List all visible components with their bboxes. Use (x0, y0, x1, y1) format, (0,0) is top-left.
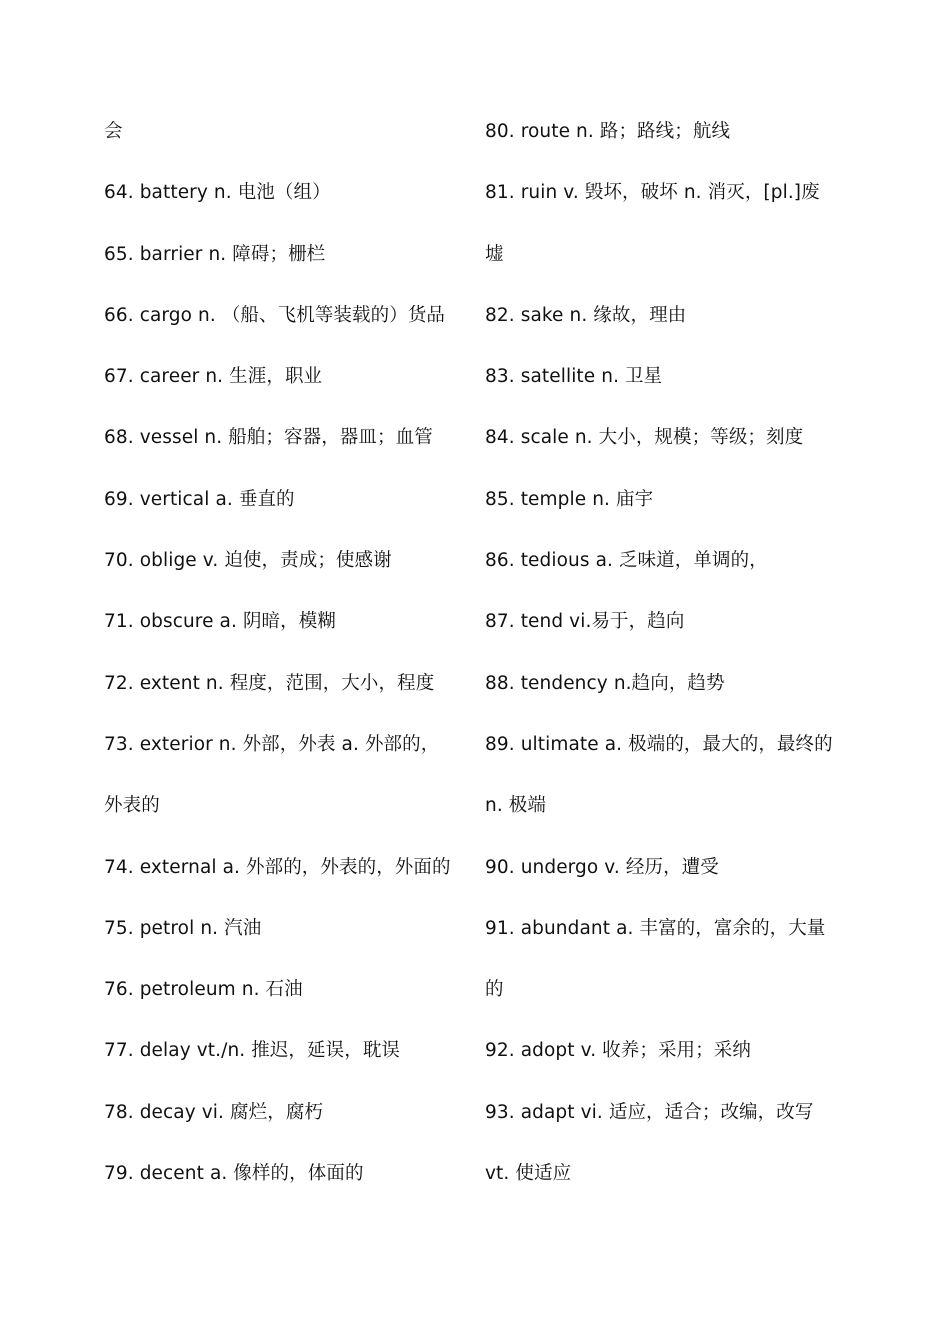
vocab-line: 90. undergo v. 经历，遭受 (485, 856, 719, 878)
vocab-line: 墟 (485, 243, 504, 265)
vocab-line: 80. route n. 路；路线；航线 (485, 121, 731, 142)
vocab-line: 67. career n. 生涯，职业 (104, 366, 323, 388)
vocab-line: 81. ruin v. 毁坏，破坏 n. 消灭，[pl.]废 (485, 182, 820, 204)
vocab-line: 会 (104, 121, 123, 142)
vocab-line: 66. cargo n. （船、飞机等装载的）货品 (104, 304, 446, 326)
vocab-line: 73. exterior n. 外部，外表 a. 外部的， (104, 733, 440, 755)
vocab-line: 的 (485, 979, 504, 1001)
vocab-line: 68. vessel n. 船舶；容器，器皿；血管 (104, 427, 433, 449)
vocab-line: 88. tendency n.趋向，趋势 (485, 672, 725, 694)
vocab-line: 77. delay vt./n. 推迟，延误，耽误 (104, 1040, 401, 1062)
vocab-line: 79. decent a. 像样的，体面的 (104, 1163, 364, 1185)
vocab-line: 86. tedious a. 乏味道，单调的， (485, 550, 768, 572)
vocab-line: 84. scale n. 大小，规模；等级；刻度 (485, 427, 804, 449)
vocab-line: 93. adapt vi. 适应，适合；改编，改写 (485, 1101, 814, 1123)
vocab-line: 65. barrier n. 障碍；栅栏 (104, 243, 326, 265)
vocab-line: 70. oblige v. 迫使，责成；使感谢 (104, 550, 392, 572)
vocab-line: 64. battery n. 电池（组） (104, 182, 331, 204)
vocab-line: vt. 使适应 (485, 1163, 572, 1185)
vocab-line: 71. obscure a. 阴暗，模糊 (104, 611, 336, 633)
vocab-line: 85. temple n. 庙宇 (485, 488, 654, 510)
vocab-line: 74. external a. 外部的，外表的，外面的 (104, 856, 451, 878)
vocab-line: 83. satellite n. 卫星 (485, 366, 663, 388)
vocab-line: 外表的 (104, 795, 160, 817)
vocab-line: 82. sake n. 缘故，理由 (485, 304, 687, 326)
vocab-line: 69. vertical a. 垂直的 (104, 488, 295, 510)
vocab-line: 78. decay vi. 腐烂，腐朽 (104, 1101, 324, 1123)
vocab-line: 91. abundant a. 丰富的，富余的，大量 (485, 917, 826, 939)
vocab-line: 72. extent n. 程度，范围，大小，程度 (104, 672, 435, 694)
vocab-line: n. 极端 (485, 795, 546, 817)
right-column (485, 101, 855, 1204)
vocab-line: 75. petrol n. 汽油 (104, 917, 262, 939)
left-column (104, 101, 474, 1204)
vocab-line: 89. ultimate a. 极端的，最大的，最终的 (485, 733, 833, 755)
vocab-line: 92. adopt v. 收养；采用；采纳 (485, 1040, 751, 1062)
vocab-line: 76. petroleum n. 石油 (104, 979, 303, 1001)
vocab-line: 87. tend vi.易于，趋向 (485, 611, 685, 633)
